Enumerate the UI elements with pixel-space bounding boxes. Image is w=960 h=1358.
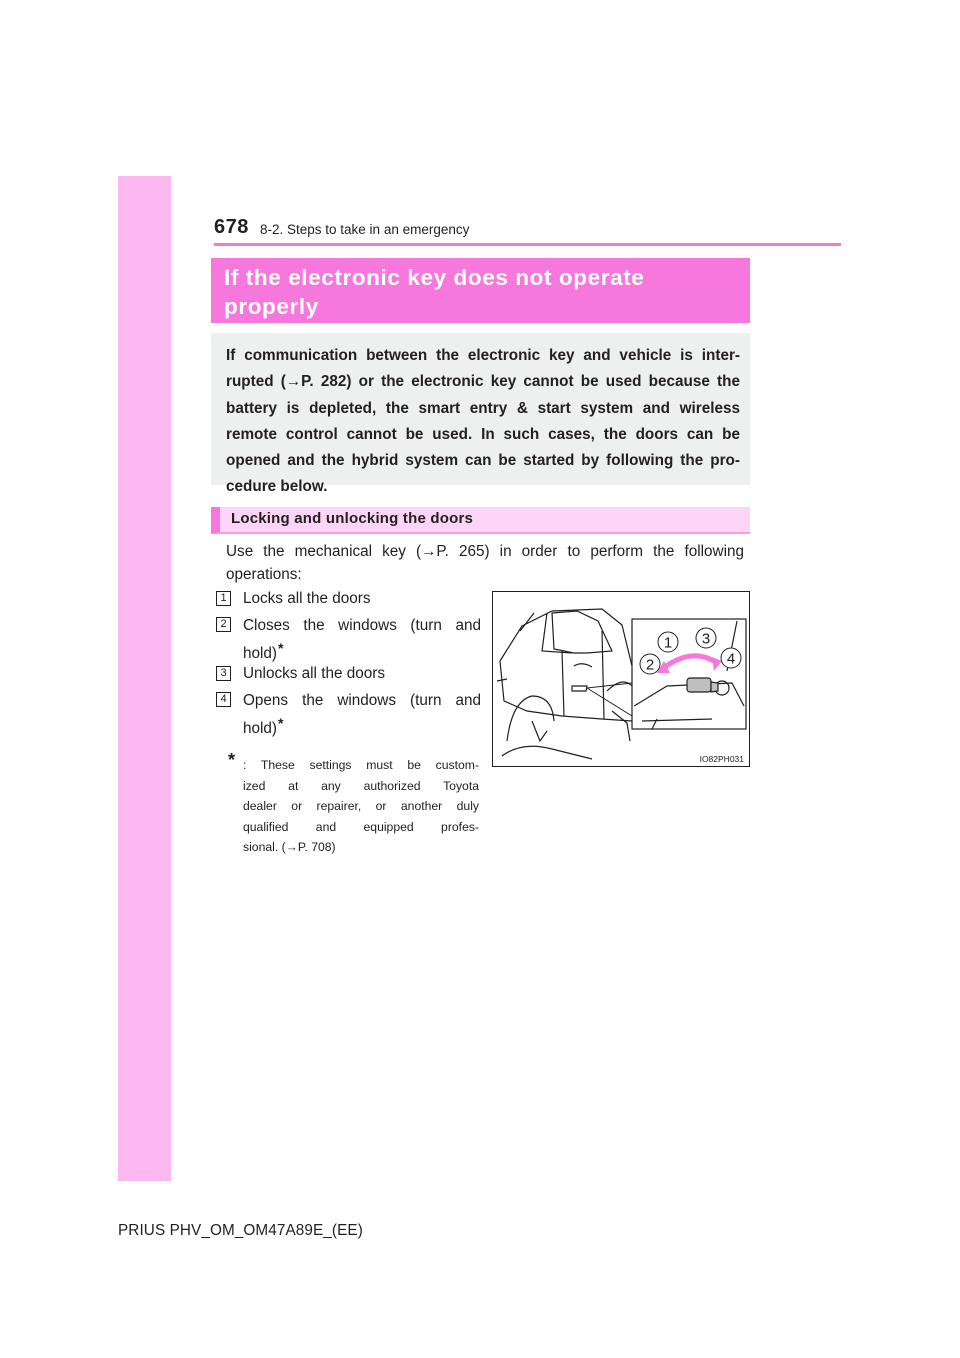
note-line: dealer or repairer, or another duly (243, 799, 479, 813)
side-tab-band (118, 176, 171, 1181)
step-label-2-line1: Closes the windows (turn and (243, 617, 481, 634)
car-door-key-drawing (492, 591, 750, 767)
note-marker: * (228, 750, 236, 770)
step-text-4 (243, 690, 481, 740)
step-label-4-line1: Opens the windows (turn and (243, 692, 481, 709)
callout-1: 1 (663, 634, 673, 652)
body-paragraph: Use the mechanical key (→P. 265) in order to perform the following operations: (226, 543, 744, 583)
note-line: ized at any authorized Toyota (243, 778, 479, 793)
note-line: sional. (→P. 708) (243, 840, 336, 854)
note-line: qualified and equipped profes- (243, 819, 479, 834)
step-label-2-line2: hold) (243, 645, 278, 662)
step-label-4-line2: hold) (243, 720, 278, 737)
section-reference: 8-2. Steps to take in an emergency (260, 222, 470, 237)
step-number-4: 4 (216, 692, 231, 707)
footnote-text (243, 755, 479, 858)
step-label-1: Locks all the doors (243, 590, 371, 607)
step-number-2: 2 (216, 617, 231, 632)
section-title-box (211, 258, 750, 323)
step-label-3: Unlocks all the doors (243, 665, 385, 682)
callout-3: 3 (701, 630, 711, 648)
subheading: Locking and unlocking the doors (211, 507, 750, 534)
section-title: If the electronic key does not operate properly (224, 265, 645, 319)
page-number: 678 (214, 216, 249, 238)
note-line: : These settings must be custom- (243, 758, 479, 772)
step-number-1: 1 (216, 591, 231, 606)
callout-2: 2 (645, 656, 655, 674)
header-rule (214, 243, 841, 246)
step-number-3: 3 (216, 666, 231, 681)
intro-box (211, 333, 750, 496)
step-text-1 (243, 588, 481, 610)
intro-text: If communication between the electronic key and vehicle is inter- rupted (→P. 282) or the electronic key cannot be used because the battery is depleted, the smart entry & start system and wireless remote control cannot be used. In such cases, the doors can be opened and the hybrid system can be started by following the pro- cedure below. (226, 347, 740, 496)
step-text-2 (243, 615, 481, 665)
footnote-star: * (278, 715, 284, 731)
illustration-car-door-key (492, 591, 750, 767)
figure-code: IO82PH031 (699, 754, 744, 764)
footnote-star: * (278, 640, 284, 656)
footer-document-id: PRIUS PHV_OM_OM47A89E_(EE) (118, 1222, 363, 1239)
callout-4: 4 (726, 650, 736, 668)
step-text-3 (243, 663, 481, 685)
